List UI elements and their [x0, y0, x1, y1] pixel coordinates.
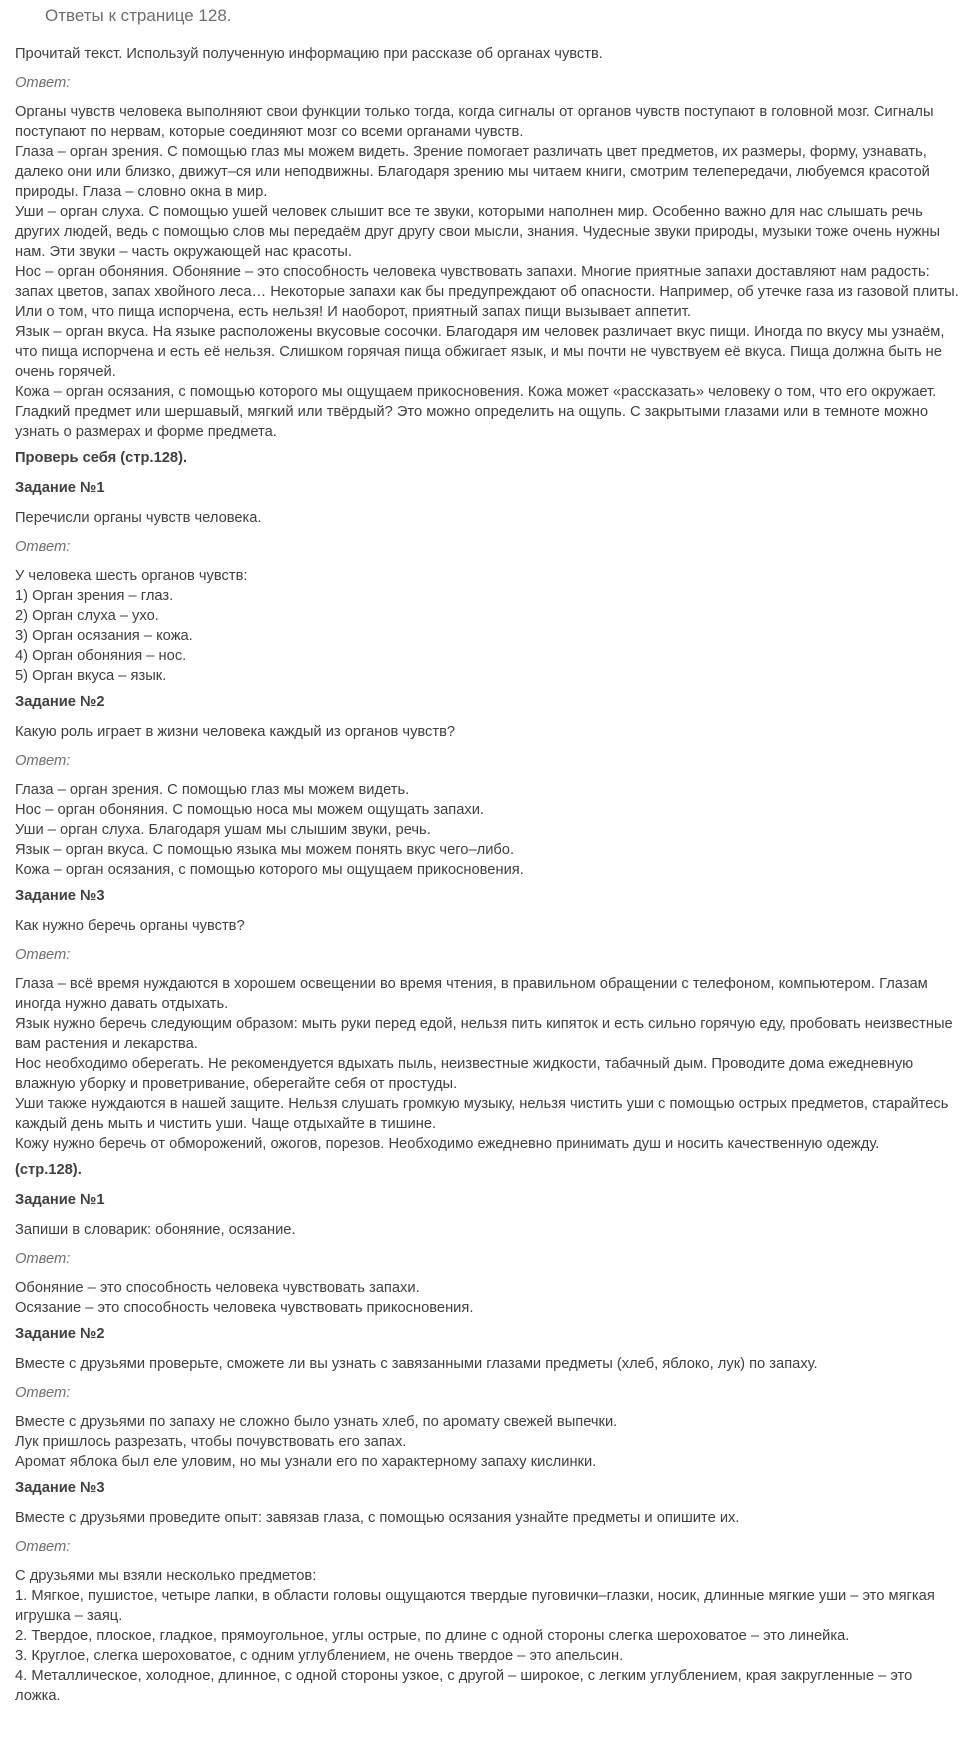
intro-block — [15, 44, 960, 442]
intro-answer — [15, 102, 960, 442]
task-block — [15, 1190, 960, 1318]
task-heading: Задание №2 — [15, 694, 105, 710]
task-block — [15, 1324, 960, 1472]
task-answer — [15, 566, 960, 686]
answer-line: 4) Орган обоняния – нос. — [15, 648, 187, 664]
answer-line: Глаза – орган зрения. С помощью глаз мы можем видеть. — [15, 782, 410, 798]
intro-answer-line: Язык – орган вкуса. На языке расположены вкусовые сосочки. Благодаря им человек различает вкус пищи. Иногда по вкусу мы узнаём, что пища испорчена и есть её нельзя. Слишком горячая пища обжигает язык, и мы почти не чувствуем её вкуса. Пища должна быть не очень горячей. — [15, 324, 945, 380]
answer-line: 4. Металлическое, холодное, длинное, с одной стороны узкое, с другой – широкое, с легким углублением, края закругленные – это ложка. — [15, 1668, 913, 1704]
answer-line: 3) Орган осязания – кожа. — [15, 628, 193, 644]
task-answer — [15, 1412, 960, 1472]
task-heading: Задание №1 — [15, 480, 105, 496]
answer-label: Ответ: — [15, 539, 71, 555]
answer-line: Язык – орган вкуса. С помощью языка мы можем понять вкус чего–либо. — [15, 842, 515, 858]
answer-line: Лук пришлось разрезать, чтобы почувствовать его запах. — [15, 1434, 407, 1450]
section-page-128 — [15, 1160, 960, 1706]
answer-label: Ответ: — [15, 947, 71, 963]
answer-line: Нос необходимо оберегать. Не рекомендуется вдыхать пыль, неизвестные жидкости, табачный дым. Проводите дома ежедневную влажную уборку и проветривание, оберегайте себя от простуды. — [15, 1056, 914, 1092]
page-title: Ответы к странице 128. — [45, 6, 232, 25]
section-check-yourself — [15, 448, 960, 1154]
task-heading: Задание №1 — [15, 1192, 105, 1208]
answer-line: 2) Орган слуха – ухо. — [15, 608, 159, 624]
task-answer — [15, 1566, 960, 1706]
answer-line: 3. Круглое, слегка шероховатое, с одним углублением, не очень твердое – это апельсин. — [15, 1648, 624, 1664]
task-question: Вместе с друзьями проведите опыт: завязав глаза, с помощью осязания узнайте предметы и опишите их. — [15, 1510, 740, 1526]
section-heading: (стр.128). — [15, 1162, 82, 1178]
answer-line: Глаза – всё время нуждаются в хорошем освещении во время чтения, в правильном обращении с телефоном, компьютером. Глазам иногда нужно давать отдыхать. — [15, 976, 928, 1012]
task-question: Вместе с друзьями проверьте, сможете ли вы узнать с завязанными глазами предметы (хлеб, яблоко, лук) по запаху. — [15, 1356, 818, 1372]
task-answer — [15, 780, 960, 880]
answer-line: Кожа – орган осязания, с помощью которого мы ощущаем прикосновения. — [15, 862, 524, 878]
section-heading: Проверь себя (стр.128). — [15, 450, 188, 466]
answer-label: Ответ: — [15, 753, 71, 769]
task-block — [15, 886, 960, 1154]
answer-line: Аромат яблока был еле уловим, но мы узнали его по характерному запаху кислинки. — [15, 1454, 597, 1470]
task-answer — [15, 974, 960, 1154]
task-heading: Задание №3 — [15, 888, 105, 904]
answer-line: Осязание – это способность человека чувствовать прикосновения. — [15, 1300, 474, 1316]
task-question: Запиши в словарик: обоняние, осязание. — [15, 1222, 296, 1238]
answer-line: 1) Орган зрения – глаз. — [15, 588, 174, 604]
intro-answer-line: Органы чувств человека выполняют свои функции только тогда, когда сигналы от органов чувств поступают в головной мозг. Сигналы поступают по нервам, которые соединяют мозг со всеми органами чувств. — [15, 104, 934, 140]
answer-line: Кожу нужно беречь от обморожений, ожогов, порезов. Необходимо ежедневно принимать душ и носить качественную одежду. — [15, 1136, 880, 1152]
task-answer — [15, 1278, 960, 1318]
answer-line: С друзьями мы взяли несколько предметов: — [15, 1568, 317, 1584]
answer-line: Нос – орган обоняния. С помощью носа мы можем ощущать запахи. — [15, 802, 485, 818]
task-question: Перечисли органы чувств человека. — [15, 510, 262, 526]
answer-label: Ответ: — [15, 1251, 71, 1267]
answer-line: 1. Мягкое, пушистое, четыре лапки, в области головы ощущаются твердые пуговички–глазки, носик, длинные мягкие уши – это мягкая игрушка – заяц. — [15, 1588, 935, 1624]
task-heading: Задание №3 — [15, 1480, 105, 1496]
task-heading: Задание №2 — [15, 1326, 105, 1342]
task-question: Какую роль играет в жизни человека каждый из органов чувств? — [15, 724, 456, 740]
answer-line: У человека шесть органов чувств: — [15, 568, 248, 584]
intro-answer-line: Глаза – орган зрения. С помощью глаз мы можем видеть. Зрение помогает различать цвет предметов, их размеры, форму, узнавать, далеко они или близко, движут–ся или неподвижны. Благодаря зрению мы читаем книги, смотрим телепередачи, любуемся красотой природы. Глаза – словно окна в мир. — [15, 144, 930, 200]
intro-answer-line: Нос – орган обоняния. Обоняние – это способность человека чувствовать запахи. Многие приятные запахи доставляют нам радость: запах цветов, запах хвойного леса… Некоторые запахи как бы предупреждают об опасности. Например, об утечке газа из газовой плиты. Или о том, что пища испорчена, есть нельзя! И наоборот, приятный запах пищи вызывает аппетит. — [15, 264, 959, 320]
answer-label: Ответ: — [15, 1385, 71, 1401]
intro-answer-line: Кожа – орган осязания, с помощью которого мы ощущаем прикосновения. Кожа может «рассказать» человеку о том, что его окружает. Гладкий предмет или шершавый, мягкий или твёрдый? Это можно определить на ощупь. С закрытыми глазами или в темноте можно узнать о размерах и форме предмета. — [15, 384, 937, 440]
answer-line: Обоняние – это способность человека чувствовать запахи. — [15, 1280, 420, 1296]
task-block — [15, 478, 960, 686]
answer-line: Уши также нуждаются в нашей защите. Нельзя слушать громкую музыку, нельзя чистить уши с помощью острых предметов, старайтесь каждый день мыть и чистить уши. Чаще отдыхайте в тишине. — [15, 1096, 949, 1132]
task-question: Как нужно беречь органы чувств? — [15, 918, 245, 934]
answer-line: Язык нужно беречь следующим образом: мыть руки перед едой, нельзя пить кипяток и есть сильно горячую еду, пробовать неизвестные вам растения и лекарства. — [15, 1016, 953, 1052]
intro-question: Прочитай текст. Используй полученную информацию при рассказе об органах чувств. — [15, 46, 603, 62]
answer-line: 5) Орган вкуса – язык. — [15, 668, 167, 684]
answer-line: Вместе с друзьями по запаху не сложно было узнать хлеб, по аромату свежей выпечки. — [15, 1414, 618, 1430]
answer-line: Уши – орган слуха. Благодаря ушам мы слышим звуки, речь. — [15, 822, 431, 838]
intro-answer-label: Ответ: — [15, 75, 71, 91]
answer-line: 2. Твердое, плоское, гладкое, прямоугольное, углы острые, по длине с одной стороны слегка шероховатое – это линейка. — [15, 1628, 850, 1644]
intro-answer-line: Уши – орган слуха. С помощью ушей человек слышит все те звуки, которыми наполнен мир. Особенно важно для нас слышать речь других людей, ведь с помощью слов мы передаём друг другу свои мысли, знания. Чудесные звуки природы, музыки тоже очень нужны нам. Эти звуки – часть окружающей нас красоты. — [15, 204, 941, 260]
task-block — [15, 1478, 960, 1706]
task-block — [15, 692, 960, 880]
answer-label: Ответ: — [15, 1539, 71, 1555]
